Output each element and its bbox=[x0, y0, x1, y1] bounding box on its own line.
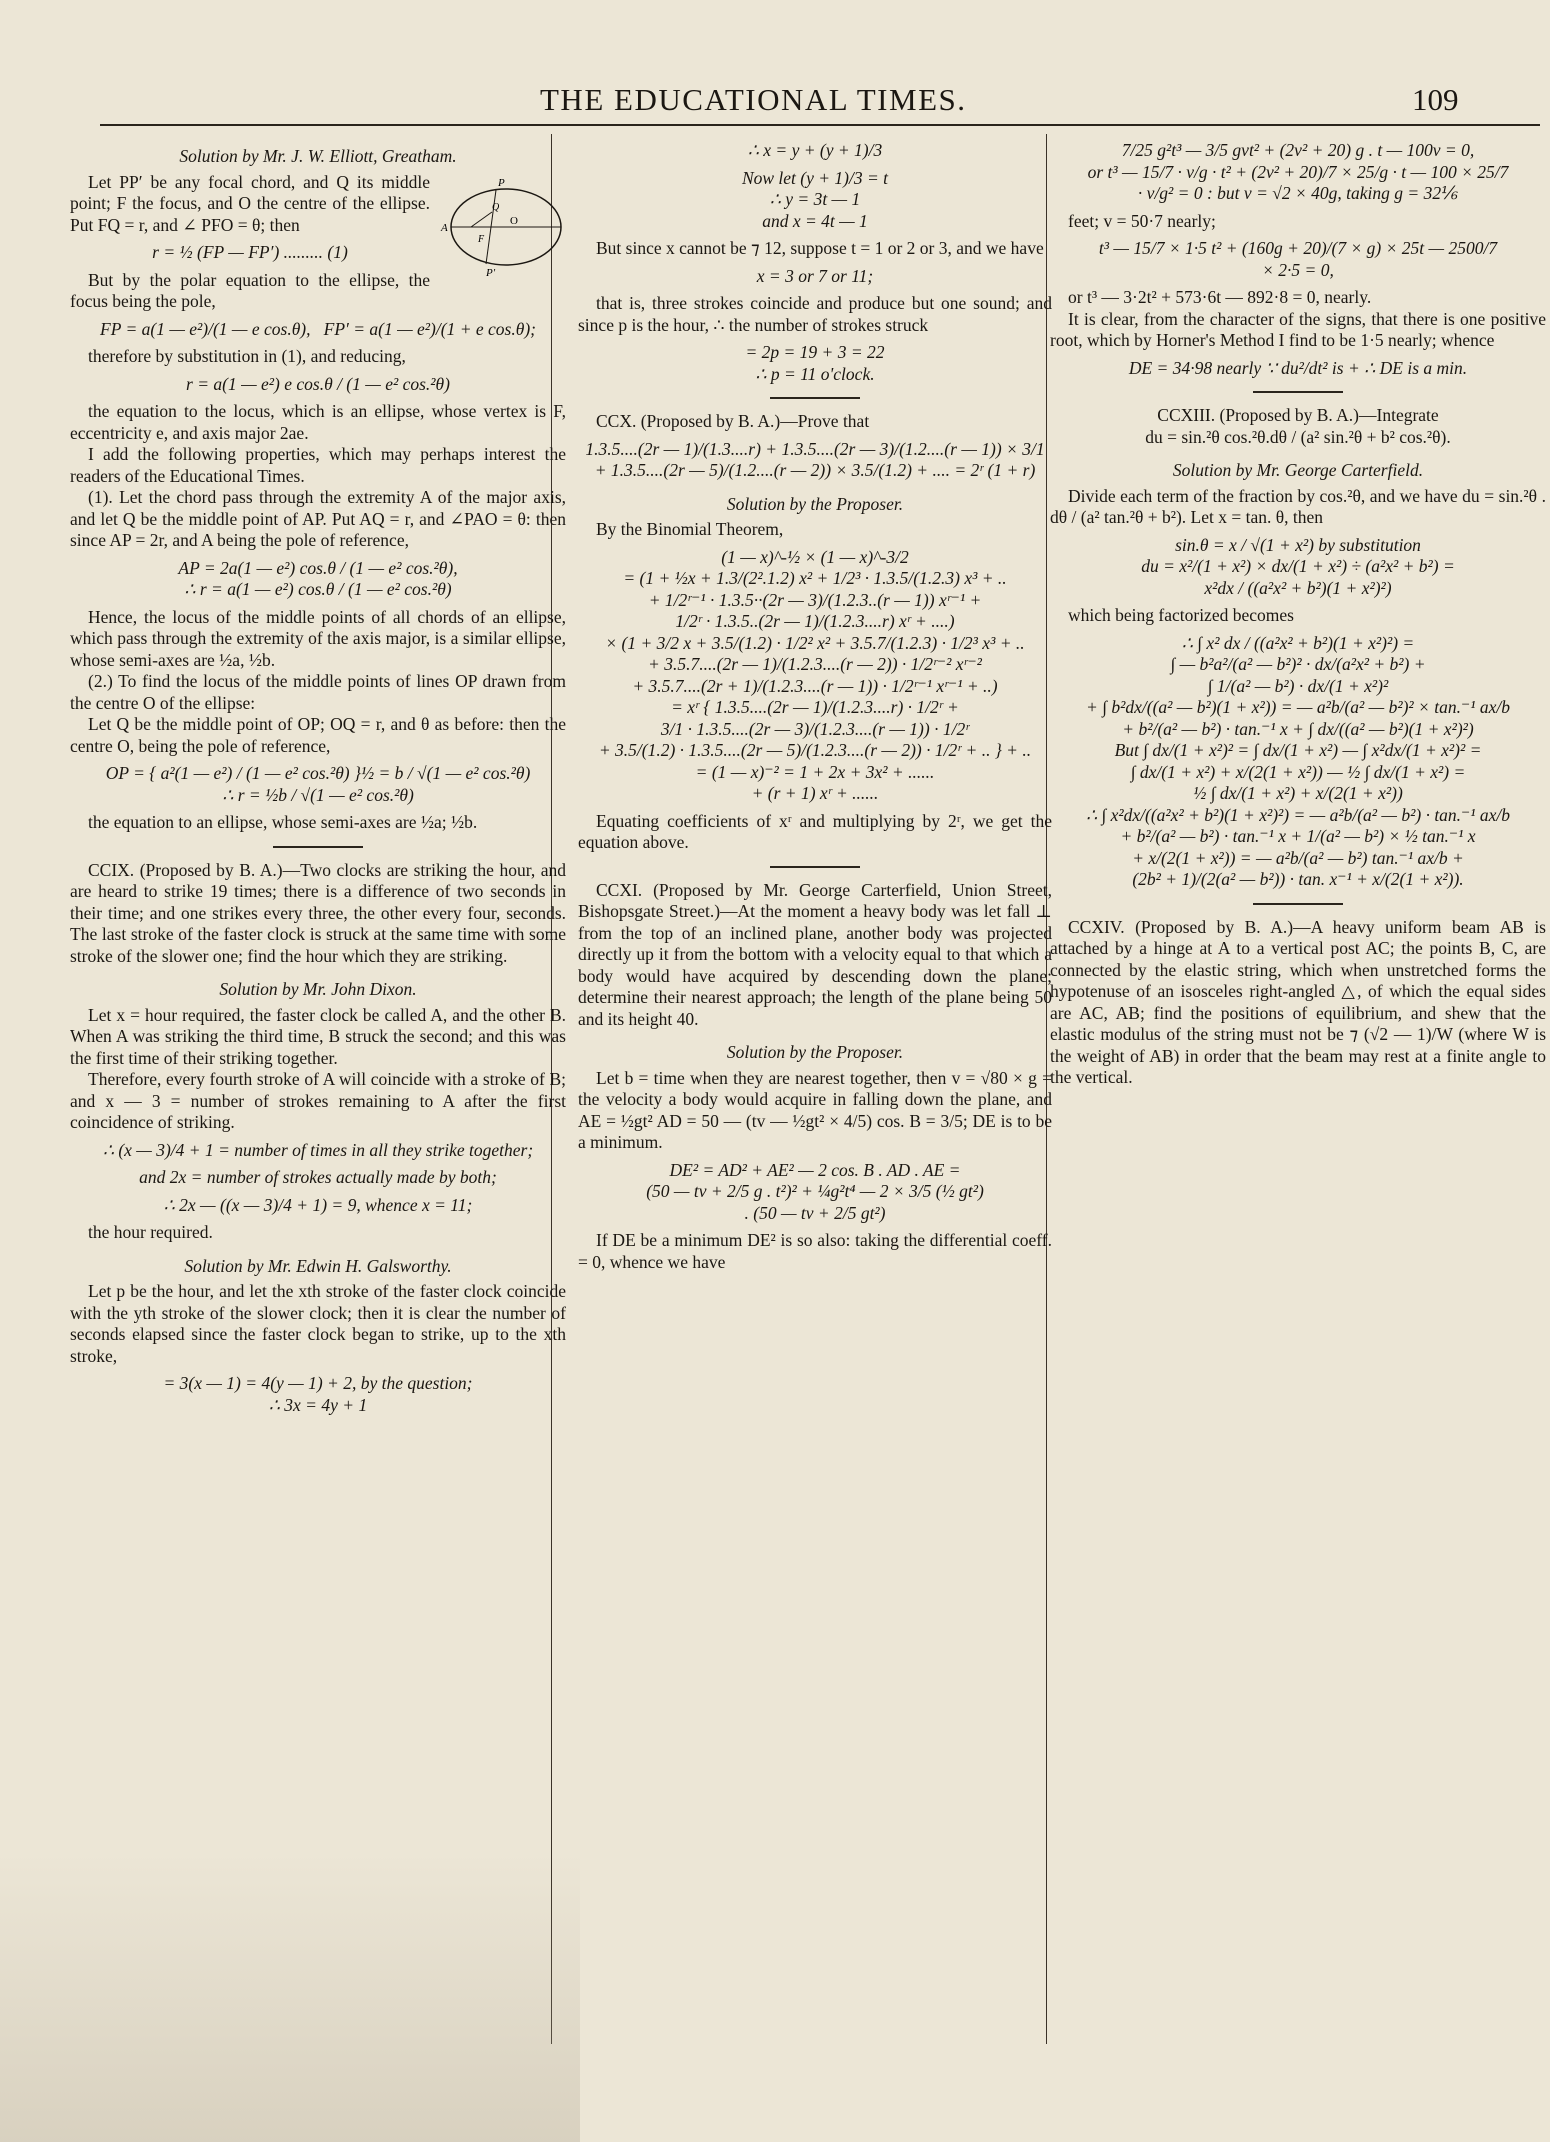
solution-heading: Solution by Mr. John Dixon. bbox=[219, 979, 417, 999]
section-divider bbox=[770, 866, 860, 868]
equation: ∴ x = y + (y + 1)/3 bbox=[747, 140, 883, 160]
paragraph: Hence, the locus of the middle points of all chords of an ellipse, which pass through the extremity of the axis major, is a similar ellipse, whose semi-axes are ½a, ½b. bbox=[70, 606, 566, 670]
solution-heading: Solution by the Proposer. bbox=[726, 493, 904, 514]
paragraph: feet; v = 50·7 nearly; bbox=[1068, 210, 1216, 231]
section-divider bbox=[770, 397, 860, 399]
equation: (1 — x)^-½ × (1 — x)^-3/2 = (1 + ½x + 1.3/(2².1.2) x² + 1/2³ · 1.3.5/(1.2.3) x³ + .. + 1/2ʳ⁻¹ · 1.3.5··(2r — 3)/(1.2.3..(r — 1)) xʳ⁻¹ + 1/2ʳ · 1.3.5..(2r — 1)/(1.2.3....r) xʳ + ....) × (1 + 3/2 x + 3.5/(1.2) · 1/2² x² + 3.5.7/(1.2.3) · 1/2³ x³ + .. + 3.5.7....(2r — 1)/(1.2.3....(r — 2)) · 1/2ʳ⁻² xʳ⁻² + 3.5.7....(2r + 1)/(1.2.3....(r — 1)) · 1/2ʳ⁻¹ xʳ⁻¹ + ..) = xʳ { 1.3.5....(2r — 1)/(1.2.3....r) · 1/2ʳ + 3/1 · 1.3.5....(2r — 3)/(1.2.3....(r — 1)) · 1/2ʳ + 3.5/(1.2) · 1.3.5....(2r — 5)/(1.2.3....(r — 2)) · 1/2ʳ + .. } + .. = (1 — x)⁻² = 1 + 2x + 3x² + ...... + (r + 1) xʳ + ...... bbox=[598, 546, 1032, 803]
equation: Now let (y + 1)/3 = t ∴ y = 3t — 1 and x = 4t — 1 bbox=[741, 167, 889, 231]
svg-text:P′: P′ bbox=[486, 266, 496, 279]
equation: r = a(1 — e²) e cos.θ / (1 — e² cos.²θ) bbox=[186, 373, 450, 394]
equation: 7/25 g²t³ — 3/5 gvt² + (2v² + 20) g . t — 100v = 0, or t³ — 15/7 · v/g · t² + (2v² + 20)/7 × 25/g · t — 100 × 25/7 · v/g² = 0 : but v = √2 × 40g, taking g = 32⅙ bbox=[1087, 140, 1509, 203]
equation: ∴ ∫ x² dx / ((a²x² + b²)(1 + x²)²) = ∫ — b²a²/(a² — b²)² · dx/(a²x² + b²) + ∫ 1/(a² — b²) · dx/(1 + x²)² + ∫ b²dx/((a² — b²)(1 + x²)) = — a²b/(a² — b²)² × tan.⁻¹ ax/b + b²/(a² — b²) · tan.⁻¹ x + ∫ dx/((a² — b²)(1 + x²)²) But ∫ dx/(1 + x²)² = ∫ dx/(1 + x²) — ∫ x²dx/(1 + x²)² = ∫ dx/(1 + x²) + x/(2(1 + x²)) — ½ ∫ dx/(1 + x²) = ½ ∫ dx/(1 + x²) + x/(2(1 + x²)) ∴ ∫ x²dx/((a²x² + b²)(1 + x²)²) = — a²b/(a² — b²) · tan.⁻¹ ax/b + b²/(a² — b²) · tan.⁻¹ x + 1/(a² — b²) × ½ tan.⁻¹ x + x/(2(1 + x²)) = — a²b/(a² — b²) tan.⁻¹ ax/b + (2b² + 1)/(2(a² — b²)) · tan. x⁻¹ + x/(2(1 + x²)). bbox=[1085, 632, 1511, 889]
paragraph: the equation to an ellipse, whose semi-axes are ½a; ½b. bbox=[88, 812, 478, 832]
header-rule bbox=[100, 124, 1540, 126]
paragraph: By the Binomial Theorem, bbox=[596, 519, 784, 539]
paragraph: (1). Let the chord pass through the extremity A of the major axis, and let Q be the middle point of AP. Put AQ = r, and ∠PAO = θ: then since AP = 2r, and A being the pole of reference, bbox=[70, 487, 566, 550]
paragraph: If DE be a minimum DE² is so also: taking the differential coeff. = 0, whence we have bbox=[578, 1230, 1052, 1272]
problem-ccxiii: CCXIII. (Proposed by B. A.)—Integrate du = sin.²θ cos.²θ.dθ / (a² sin.²θ + b² cos.²θ). bbox=[1145, 405, 1451, 447]
column-2 bbox=[578, 134, 1052, 1273]
problem-ccxiv: CCXIV. (Proposed by B. A.)—A heavy uniform beam AB is attached by a hinge at A to a vertical post AC; the points B, C, are connected by the elastic string, which when unstretched forms the hypotenuse of an isosceles right-angled △, of which the equal sides are AC, AB; find the positions of equilibrium, and shew that the elastic modulus of the string must not be ⁊ (√2 — 1)/W (where W is the weight of AB) in order that the beam may rest at a finite angle to the vertical. bbox=[1050, 916, 1546, 1087]
page-shading bbox=[0, 1850, 580, 2142]
svg-text:A: A bbox=[441, 221, 448, 234]
equation: and 2x = number of strokes actually made by both; bbox=[139, 1167, 497, 1187]
problem-ccix: CCIX. (Proposed by B. A.)—Two clocks are striking the hour, and are heard to strike 19 times; there is a difference of two seconds in their time; and one strikes every three, the other every four, seconds. The last stroke of the faster clock is struck at the same time with some stroke of the slower one; find the hour which they are striking. bbox=[70, 859, 566, 966]
paragraph: Therefore, every fourth stroke of A will coincide with a stroke of B; and x — 3 = number of strokes remaining to A after the first coincidence of striking. bbox=[70, 1069, 566, 1132]
paragraph: or t³ — 3·2t² + 573·6t — 892·8 = 0, nearly. bbox=[1068, 287, 1372, 307]
paragraph: Divide each term of the fraction by cos.²θ, and we have du = sin.²θ . dθ / (a² tan.²θ + b²). Let x = tan. θ, then bbox=[1050, 485, 1546, 527]
paragraph: Let b = time when they are nearest together, then v = √80 × g = the velocity a body would acquire in falling down the plane, and AE = ½gt² AD = 50 — (tv — ½gt² × 4/5) cos. B = 3/5; DE is to be a minimum. bbox=[578, 1067, 1052, 1152]
section-divider bbox=[273, 846, 363, 848]
solution-heading: Solution by Mr. George Carterfield. bbox=[1172, 460, 1424, 480]
paragraph: that is, three strokes coincide and produce but one sound; and since p is the hour, ∴ the number of strokes struck bbox=[578, 293, 1052, 335]
svg-text:Q: Q bbox=[492, 201, 500, 213]
equation: = 2p = 19 + 3 = 22 ∴ p = 11 o'clock. bbox=[745, 342, 885, 384]
section-divider bbox=[1253, 903, 1343, 905]
solution-heading: Solution by Mr. Edwin H. Galsworthy. bbox=[184, 1255, 452, 1276]
problem-ccx: CCX. (Proposed by B. A.)—Prove that bbox=[596, 411, 870, 431]
equation: AP = 2a(1 — e²) cos.θ / (1 — e² cos.²θ), ∴ r = a(1 — e²) cos.θ / (1 — e² cos.²θ) bbox=[178, 557, 458, 599]
paragraph: Let x = hour required, the faster clock be called A, and the other B. When A was striking the third time, B struck the second; and this was the first time of their striking together. bbox=[70, 1004, 566, 1068]
paragraph: which being factorized becomes bbox=[1068, 605, 1294, 625]
section-divider bbox=[1253, 391, 1343, 393]
solution-heading: Solution by the Proposer. bbox=[726, 1042, 904, 1062]
paragraph: the equation to the locus, which is an ellipse, whose vertex is F, eccentricity e, and axis major 2ae. bbox=[70, 401, 566, 443]
equation: 1.3.5....(2r — 1)/(1.3....r) + 1.3.5....(2r — 3)/(1.2....(r — 1)) × 3/1 + 1.3.5....(2r — 5)/(1.2....(r — 2)) × 3.5/(1.2) + .... = 2ʳ (1 + r) bbox=[585, 438, 1045, 480]
equation: DE² = AD² + AE² — 2 cos. B . AD . AE = (50 — tv + 2/5 g . t²)² + ¼g²t⁴ — 2 × 3/5 (½ gt²) . (50 — tv + 2/5 gt²) bbox=[646, 1159, 984, 1223]
page-number: 109 bbox=[1412, 82, 1459, 117]
equation: x = 3 or 7 or 11; bbox=[756, 265, 874, 286]
svg-text:O: O bbox=[510, 214, 518, 227]
paragraph: Let p be the hour, and let the xth stroke of the faster clock coincide with the yth stroke of the slower clock; then it is clear the number of seconds elapsed since the faster clock began to strike, up to the xth stroke, bbox=[70, 1281, 566, 1366]
paragraph: (2.) To find the locus of the middle points of lines OP drawn from the centre O of the ellipse: bbox=[70, 671, 566, 713]
equation: ∴ (x — 3)/4 + 1 = number of times in all they strike together; bbox=[102, 1139, 534, 1160]
equation: OP = { a²(1 — e²) / (1 — e² cos.²θ) }½ = b / √(1 — e² cos.²θ) ∴ r = ½b / √(1 — e² cos.²θ) bbox=[105, 763, 531, 805]
problem-ccxi: CCXI. (Proposed by Mr. George Carterfield, Union Street, Bishopsgate Street.)—At the moment a heavy body was let fall ⊥ from the top of an inclined plane, another body was projected directly up it from the bottom with a velocity equal to that which a body would have acquired by descending down the plane; determine their nearest approach; the length of the plane being 50 and its height 40. bbox=[578, 879, 1052, 1029]
paragraph: Let PP′ be any focal chord, and Q its middle point; F the focus, and O the centre of the ellipse. Put FQ = r, and ∠ PFO = θ; then bbox=[70, 171, 430, 235]
ellipse-figure bbox=[436, 172, 566, 282]
paragraph: Let Q be the middle point of OP; OQ = r, and θ as before: then the centre O, being the pole of reference, bbox=[70, 714, 566, 756]
paragraph: It is clear, from the character of the signs, that there is one positive root, which by Horner's Method I find to be 1·5 nearly; whence bbox=[1050, 308, 1546, 350]
solution-heading: Solution by Mr. J. W. Elliott, Greatham. bbox=[179, 146, 457, 166]
column-3 bbox=[1050, 134, 1546, 1089]
paragraph: But since x cannot be ⁊ 12, suppose t = 1 or 2 or 3, and we have bbox=[596, 238, 1044, 258]
paragraph: the hour required. bbox=[88, 1222, 213, 1242]
svg-text:P: P bbox=[498, 176, 505, 189]
paragraph: But by the polar equation to the ellipse, the focus being the pole, bbox=[70, 269, 430, 311]
masthead-title: THE EDUCATIONAL TIMES. bbox=[540, 82, 967, 117]
svg-text:F: F bbox=[478, 233, 485, 245]
equation: r = ½ (FP — FP′) ......... (1) bbox=[152, 242, 348, 262]
paragraph: Equating coefficients of xʳ and multiplying by 2ʳ, we get the equation above. bbox=[578, 810, 1052, 852]
column-1 bbox=[70, 134, 566, 1422]
equation: sin.θ = x / √(1 + x²) by substitution du = x²/(1 + x²) × dx/(1 + x²) ÷ (a²x² + b²) = x²dx / ((a²x² + b²)(1 + x²)²) bbox=[1141, 534, 1455, 598]
equation: FP = a(1 — e²)/(1 — e cos.θ), FP′ = a(1 — e²)/(1 + e cos.θ); bbox=[100, 318, 536, 339]
equation: DE = 34·98 nearly ∵ du²/dt² is + ∴ DE is a min. bbox=[1128, 357, 1468, 378]
paragraph: I add the following properties, which may perhaps interest the readers of the Educational Times. bbox=[70, 444, 566, 486]
equation: ∴ 2x — ((x — 3)/4 + 1) = 9, whence x = 11; bbox=[163, 1194, 473, 1215]
equation: = 3(x — 1) = 4(y — 1) + 2, by the question; ∴ 3x = 4y + 1 bbox=[163, 1373, 473, 1415]
paragraph: therefore by substitution in (1), and reducing, bbox=[88, 346, 406, 366]
equation: t³ — 15/7 × 1·5 t² + (160g + 20)/(7 × g) × 25t — 2500/7 × 2·5 = 0, bbox=[1098, 238, 1498, 280]
